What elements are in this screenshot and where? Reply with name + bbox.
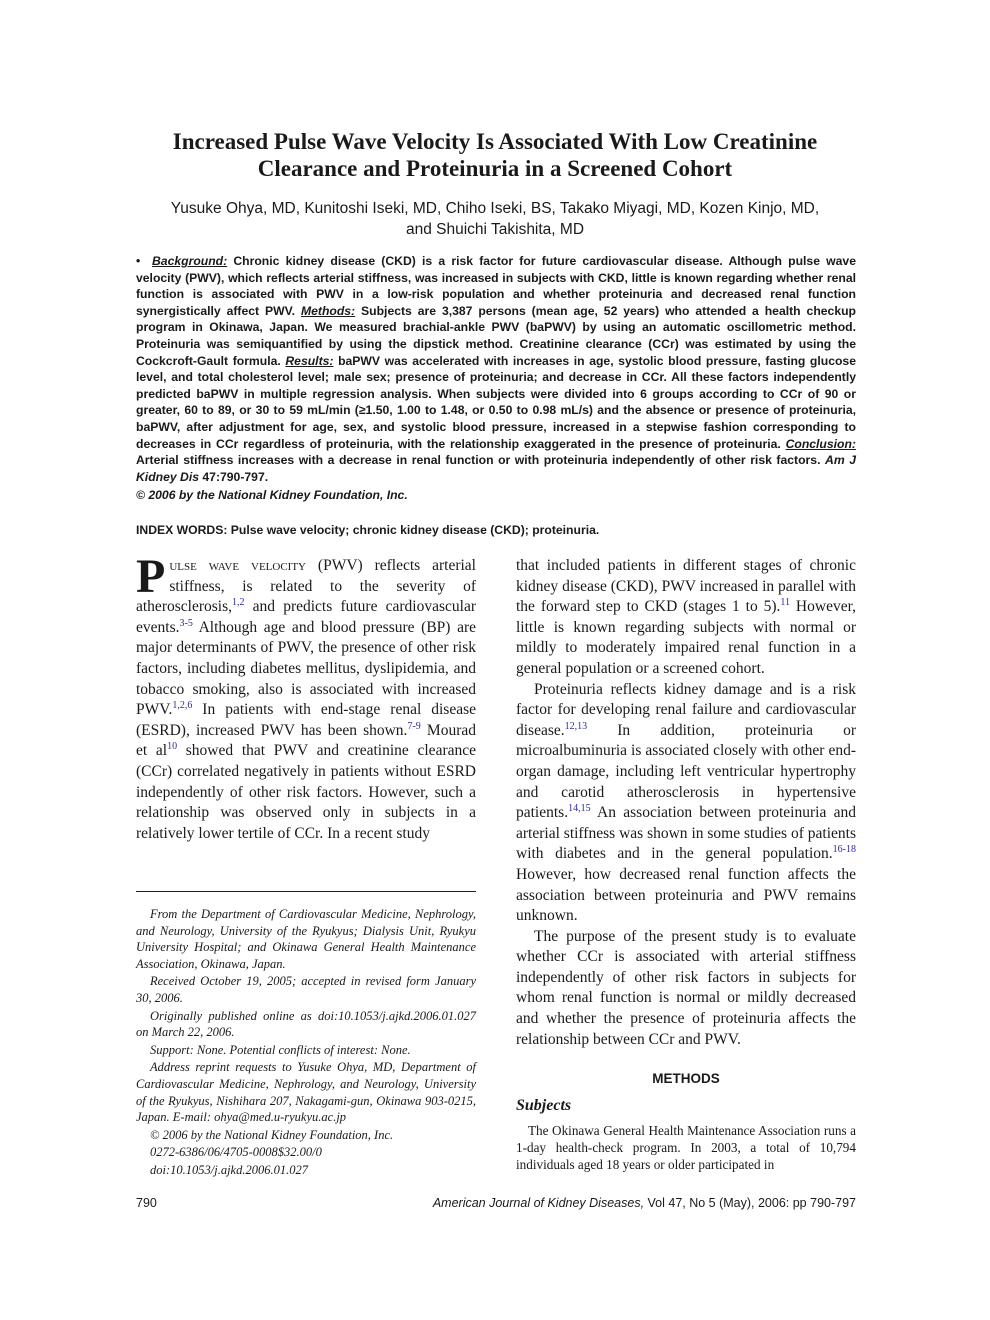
bullet-icon: •	[136, 254, 141, 268]
reference-link[interactable]: 11	[780, 597, 791, 609]
purpose-paragraph: The purpose of the present study is to evaluate whether CCr is associated with arterial stiffness independently of other risk factors in subjects for whom renal function is normal or mildly decreased and whether the presence of proteinuria affects the relationship between CCr and PWV.	[516, 927, 856, 1048]
intro-continued-paragraph	[516, 556, 856, 680]
author-line: Yusuke Ohya, MD, Kunitoshi Iseki, MD, Chiho Iseki, BS, Takako Miyagi, MD, Kozen Kinjo, MD,	[170, 200, 820, 217]
text-run: However, how decreased renal function affects the association between proteinuria and PWV remains unknown.	[516, 865, 856, 925]
text-run: In patients with end-stage renal disease (ESRD), increased PWV has been shown.	[136, 701, 476, 739]
author-line: and Shuichi Takishita, MD	[405, 221, 585, 238]
abstract-methods-heading: Methods:	[300, 303, 356, 318]
index-words: INDEX WORDS: Pulse wave velocity; chronic kidney disease (CKD); proteinuria.	[136, 523, 600, 537]
reference-link[interactable]: 7-9	[407, 720, 421, 732]
footnote-address: Address reprint requests to Yusuke Ohya, MD, Department of Cardiovascular Medicine, Nephrology, and Neurology, University of the Ryukyus, Nishihara 207, Nakagami-gun, Okinawa 903-0215, Japan. E-mail: ohya@med.u-ryukyu.ac.jp	[136, 1060, 476, 1125]
left-column	[136, 550, 476, 844]
journal-volume: Vol 47, No 5 (May), 2006: pp 790-797	[644, 1196, 856, 1210]
abstract-citation-journal: Am J Kidney Dis	[136, 453, 856, 484]
footnote-issn: 0272-6386/06/4705-0008$32.00/0	[150, 1145, 322, 1160]
abstract-citation-ref: 47:790-797.	[199, 469, 269, 484]
abstract-conclusion-heading: Conclusion:	[785, 436, 856, 451]
reference-link[interactable]: 14,15	[568, 803, 591, 815]
text-run: An association between proteinuria and arterial stiffness was shown in some studies of patients with diabetes and in the general population.	[516, 804, 856, 863]
abstract-background-text: Chronic kidney disease (CKD) is a risk factor for future cardiovascular disease. Although pulse wave velocity (PWV), which reflects arterial stiffness, was increased in subjects with CKD, little is known regarding whether renal function is associated with PWV in a low-risk population and whether proteinuria and decreased renal function synergistically affect PWV.	[136, 254, 856, 318]
footnote-divider	[136, 891, 476, 892]
page-number: 790	[136, 1196, 157, 1210]
reference-link[interactable]: 12,13	[564, 720, 588, 732]
text-run: and predicts future cardiovascular events.	[136, 598, 476, 636]
reference-link[interactable]: 3-5	[179, 617, 193, 629]
title-line: Increased Pulse Wave Velocity Is Associated With Low Creatinine	[172, 129, 818, 154]
text-run: In addition, proteinuria or microalbuminuria is associated closely with other end-organ damage, including left ventricular hypertrophy and carotid atherosclerosis in hypertensive patients.	[516, 721, 856, 822]
text-run: However, little is known regarding subjects with normal or mildly to moderately impaired renal function in a general population or a screened cohort.	[516, 598, 856, 677]
footnote-received: Received October 19, 2005; accepted in revised form January 30, 2006.	[136, 974, 476, 1005]
footnote-doi: doi:10.1053/j.ajkd.2006.01.027	[150, 1162, 308, 1177]
intro-paragraph	[136, 550, 476, 844]
article-title	[100, 128, 890, 182]
abstract-results-heading: Results:	[285, 353, 334, 368]
author-list	[100, 198, 890, 240]
text-run: that included patients in different stages of chronic kidney disease (CKD), PWV increased in parallel with the forward step to CKD (stages 1 to 5).	[516, 557, 856, 616]
footnote-support: Support: None. Potential conflicts of interest: None.	[150, 1042, 411, 1057]
text-run: Mourad et al	[136, 721, 476, 760]
abstract-conclusion-text: Arterial stiffness increases with a decrease in renal function or with proteinuria independently of other risk factors.	[136, 453, 826, 468]
drop-cap: P	[136, 550, 166, 603]
footnotes	[136, 906, 476, 1180]
abstract	[136, 253, 856, 485]
abstract-copyright: © 2006 by the National Kidney Foundation, Inc.	[136, 488, 408, 502]
title-line: Clearance and Proteinuria in a Screened Cohort	[257, 156, 733, 181]
subjects-heading: Subjects	[516, 1097, 572, 1114]
footnote-affiliation: From the Department of Cardiovascular Medicine, Nephrology, and Neurology, University of the Ryukyus; Dialysis Unit, Ryukyu University Hospital; and Okinawa General Health Maintenance Association, Okinawa, Japan.	[136, 907, 476, 971]
text-run: showed that PWV and creatinine clearance (CCr) correlated negatively in patients without ESRD independently of other risk factors. However, such a relationship was observed only in subjects in a relatively lower tertile of CCr. In a recent study	[136, 742, 476, 842]
proteinuria-paragraph	[516, 680, 856, 927]
reference-link[interactable]: 10	[167, 741, 178, 753]
abstract-methods-text: Subjects are 3,387 persons (mean age, 52 years) who attended a health checkup program in Okinawa, Japan. We measured brachial-ankle PWV (baPWV) by using an automatic oscillometric method. Proteinuria was semiquantified by using the dipstick method. Creatinine clearance (CCr) was estimated by using the Cockcroft-Gault formula.	[136, 303, 856, 368]
text-run: Although age and blood pressure (BP) are major determinants of PWV, the presence of other risk factors, including diabetes mellitus, dyslipidemia, and tobacco smoking, also is associated with increased PWV.	[136, 618, 476, 719]
methods-heading: METHODS	[652, 1071, 720, 1086]
abstract-background-heading: Background:	[152, 254, 228, 268]
journal-citation	[433, 1196, 856, 1210]
methods-paragraph: The Okinawa General Health Maintenance Association runs a 1-day health-check program. In 2003, a total of 10,794 individuals aged 18 years or older participated in	[516, 1123, 856, 1172]
abstract-results-text: baPWV was accelerated with increases in age, systolic blood pressure, fasting glucose level, and total cholesterol level; male sex; presence of proteinuria; and decrease in CCr. All these factors independently predicted baPWV in multiple regression analysis. When subjects were divided into 6 groups according to CCr of 90 or greater, 60 to 89, or 30 to 59 mL/min (≥1.50, 1.00 to 1.48, or 0.50 to 0.98 mL/s) and the absence or presence of proteinuria, baPWV, after adjustment for age, sex, and systolic blood pressure, increased in a stepwise fashion corresponding to decreases in CCr regardless of proteinuria, with the relationship exaggerated in the presence of proteinuria.	[136, 353, 856, 451]
footnote-published: Originally published online as doi:10.1053/j.ajkd.2006.01.027 on March 22, 2006.	[136, 1008, 476, 1040]
footnote-copyright: © 2006 by the National Kidney Foundation, Inc.	[150, 1127, 394, 1142]
reference-link[interactable]: 16-18	[832, 844, 856, 856]
right-column	[516, 556, 856, 1050]
reference-link[interactable]: 1,2,6	[172, 700, 193, 712]
text-run: (PWV) reflects arterial stiffness, is related to the severity of atherosclerosis,	[136, 557, 476, 616]
reference-link[interactable]: 1,2	[231, 597, 245, 609]
journal-name: American Journal of Kidney Diseases,	[432, 1196, 645, 1210]
text-run: Proteinuria reflects kidney damage and is a risk factor for developing renal failure and cardiovascular disease.	[516, 680, 856, 739]
lead-smallcaps: ulse wave velocity	[169, 557, 306, 574]
